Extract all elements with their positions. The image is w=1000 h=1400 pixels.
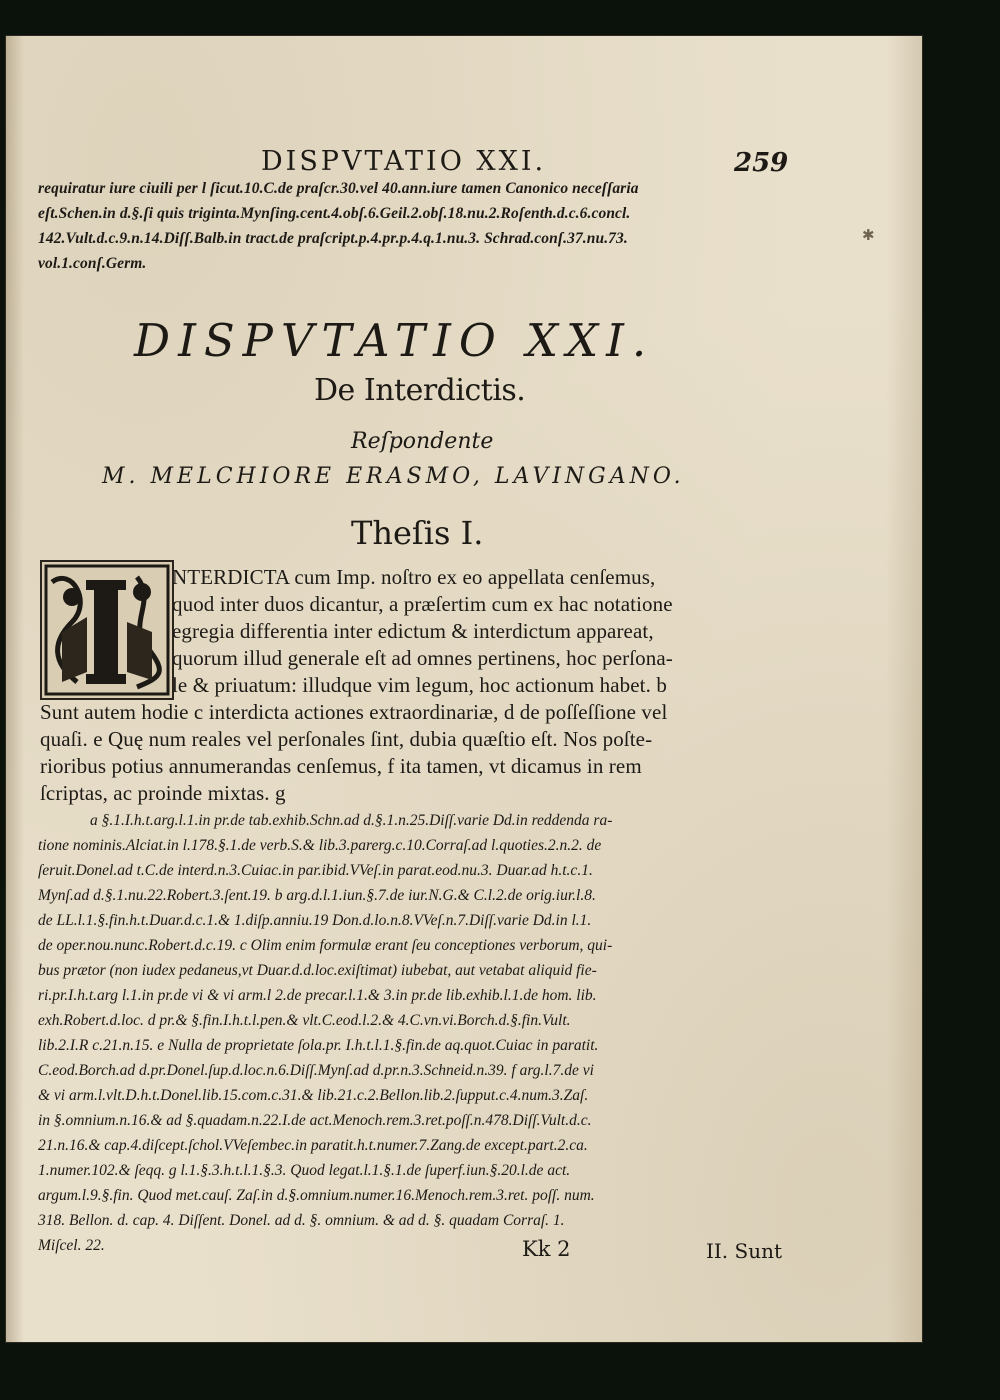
footnote-line: de oper.nou.nunc.Robert.d.c.19. c Olim enim formulæ erant ſeu conceptiones verborum, qui- [38, 937, 613, 954]
body-line: rioribus potius annumerandas cenſemus, f ita tamen, vt dicamus in rem [40, 754, 642, 778]
body-line: quaſi. e Quę num reales vel perſonales ſint, dubia quæſtio eſt. Nos poſte- [40, 727, 653, 751]
carryover-note-line: eſt.Schen.in d.§.ſi quis triginta.Mynſing.cent.4.obſ.6.Geil.2.obſ.18.nu.2.Roſenth.d.c.6.concl. [38, 205, 631, 222]
body-line: NTERDICTA cum Imp. noſtro ex eo appellata cenſemus, [172, 565, 656, 589]
carryover-note-line: 142.Vult.d.c.9.n.14.Diſſ.Balb.in tract.de praſcript.p.4.pr.p.4.q.1.nu.3. Schrad.conſ.37.nu.73. [38, 230, 628, 247]
page-number: 259 [734, 148, 789, 178]
body-line: quorum illud generale eſt ad omnes pertinens, hoc perſona- [172, 646, 673, 670]
footnote-line: C.eod.Borch.ad d.pr.Donel.ſup.d.loc.n.6.Diſſ.Mynſ.ad d.pr.n.3.Schneid.n.39. f arg.l.7.de vi [38, 1062, 594, 1079]
footnote-line: argum.l.9.§.fin. Quod met.cauſ. Zaſ.in d.§.omnium.numer.16.Menoch.rem.3.ret. poſſ. num. [38, 1187, 595, 1204]
running-head: DISPVTATIO XXI. [261, 146, 547, 177]
signature-mark: Kk 2 [522, 1237, 571, 1261]
footnote-line: ri.pr.I.h.t.arg l.1.in pr.de vi & vi arm.l 2.de precar.l.1.& 3.in pr.de lib.exhib.l.1.de hom. lib. [38, 987, 597, 1004]
body-line: quod inter duos dicantur, a præſertim cum ex hac notatione [172, 592, 673, 616]
book-page [6, 36, 922, 1342]
footnote-line: 1.numer.102.& ſeqq. g l.1.§.3.h.t.l.1.§.3. Quod legat.l.1.§.1.de ſuperf.iun.§.20.l.de act. [38, 1162, 571, 1179]
footnote-line: ſeruit.Donel.ad t.C.de interd.n.3.Cuiac.in par.ibid.VVeſ.in parat.eod.nu.3. Duar.ad h.t.c.1. [38, 862, 593, 879]
respondent-name: M. MELCHIORE ERASMO, LAVINGANO. [102, 464, 685, 489]
footnote-line: Mynſ.ad d.§.1.nu.22.Robert.3.ſent.19. b arg.d.l.1.iun.§.7.de iur.N.G.& C.l.2.de orig.iur.l.8. [38, 887, 596, 904]
carryover-note-line: vol.1.conſ.Germ. [38, 255, 147, 272]
footnote-line: lib.2.I.R c.21.n.15. e Nulla de proprietate ſola.pr. I.h.t.l.1.§.fin.de aq.quot.Cuiac in paratit. [38, 1037, 599, 1054]
body-line: le & priuatum: illudque vim legum, hoc actionum habet. b [172, 673, 667, 697]
body-line: egregia differentia inter edictum & interdictum appareat, [172, 619, 654, 643]
margin-mark: ✱ [862, 226, 875, 244]
thesis-heading: Theſis I. [351, 514, 484, 552]
body-line: Sunt autem hodie c interdicta actiones extraordinariæ, d de poſſeſſione vel [40, 700, 668, 724]
carryover-note-line: requiratur iure ciuili per l ſicut.10.C.de praſcr.30.vel 40.ann.iure tamen Canonico neceſſaria [38, 180, 639, 197]
disputation-title: DISPVTATIO XXI. [134, 314, 655, 367]
footnote-line: exh.Robert.d.loc. d pr.& §.fin.I.h.t.l.pen.& vlt.C.eod.l.2.& 4.C.vn.vi.Borch.d.§.fin.Vult. [38, 1012, 571, 1029]
respondente-label: Reſpondente [351, 429, 494, 454]
footnote-line: a §.1.I.h.t.arg.l.1.in pr.de tab.exhib.Schn.ad d.§.1.n.25.Diſſ.varie Dd.in reddenda ra- [90, 812, 613, 829]
footnote-line: 21.n.16.& cap.4.diſcept.ſchol.VVeſembec.in paratit.h.t.numer.7.Zang.de except.part.2.ca. [38, 1137, 588, 1154]
footnote-line: 318. Bellon. d. cap. 4. Diſſent. Donel. ad d. §. omnium. & ad d. §. quadam Corraſ. 1. [38, 1212, 565, 1229]
disputation-subtitle: De Interdictis. [314, 373, 526, 408]
body-line: ſcriptas, ac proinde mixtas. g [40, 781, 286, 805]
footnote-line: & vi arm.l.vlt.D.h.t.Donel.lib.15.com.c.31.& lib.21.c.2.Bellon.lib.2.ſupput.c.4.num.3.Zaſ. [38, 1087, 589, 1104]
footnote-line: de LL.l.1.§.fin.h.t.Duar.d.c.1.& 1.diſp.anniu.19 Don.d.lo.n.8.VVeſ.n.7.Diſſ.varie Dd.in l.1. [38, 912, 592, 929]
footnote-line: in §.omnium.n.16.& ad §.quadam.n.22.I.de act.Menoch.rem.3.ret.poſſ.n.478.Diſſ.Vult.d.c. [38, 1112, 592, 1129]
decorated-initial-icon [40, 560, 174, 700]
footnote-line: Miſcel. 22. [38, 1237, 105, 1254]
catchword: II. Sunt [706, 1239, 783, 1263]
footnote-line: bus prætor (non iudex pedaneus,vt Duar.d.d.loc.exiſtimat) iubebat, aut vetabat aliquid fie- [38, 962, 597, 979]
footnote-line: tione nominis.Alciat.in l.178.§.1.de verb.S.& lib.3.parerg.c.10.Corraſ.ad l.quoties.2.n.2. de [38, 837, 602, 854]
